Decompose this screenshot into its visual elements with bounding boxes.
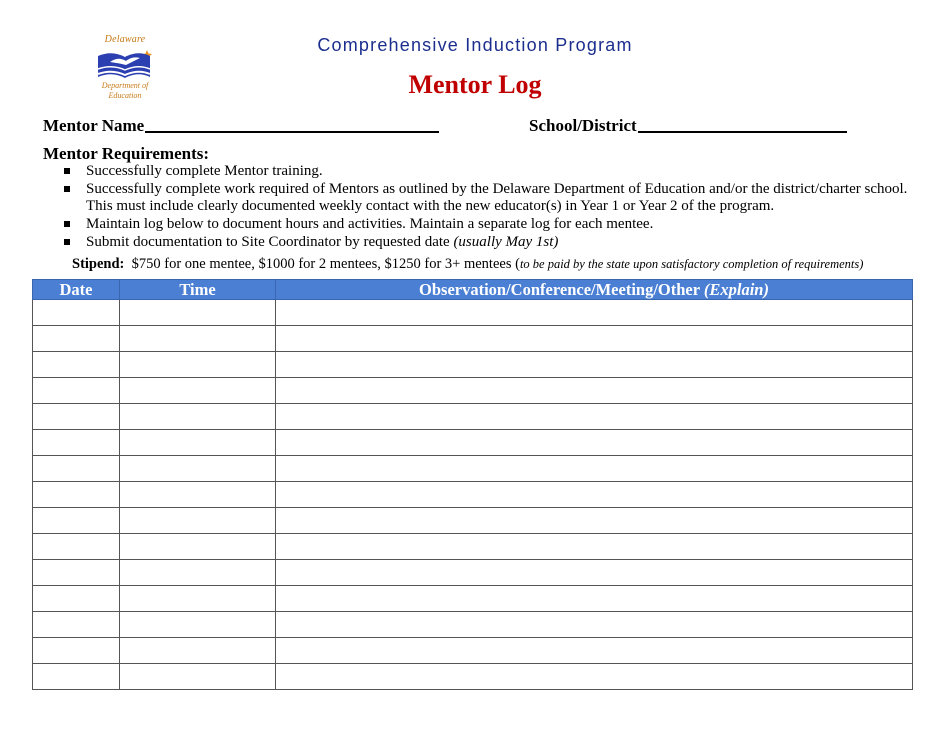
time-cell[interactable] <box>120 430 276 456</box>
date-cell[interactable] <box>33 560 120 586</box>
date-cell[interactable] <box>33 404 120 430</box>
date-cell[interactable] <box>33 456 120 482</box>
date-cell[interactable] <box>33 638 120 664</box>
observation-cell[interactable] <box>276 508 913 534</box>
date-cell[interactable] <box>33 300 120 326</box>
table-row <box>33 534 913 560</box>
date-cell[interactable] <box>33 482 120 508</box>
requirements-heading: Mentor Requirements: <box>43 144 210 163</box>
time-cell[interactable] <box>120 560 276 586</box>
column-header-date: Date <box>33 280 120 300</box>
school-district-blank[interactable] <box>638 114 847 133</box>
table-row <box>33 300 913 326</box>
observation-cell[interactable] <box>276 456 913 482</box>
stipend-note: to be paid by the state upon satisfactory completion of requirements) <box>519 257 864 271</box>
mentor-log-table <box>32 279 913 690</box>
list-item: Maintain log below to document hours and activities. Maintain a separate log for each mentee. <box>62 216 912 233</box>
time-cell[interactable] <box>120 352 276 378</box>
table-row <box>33 508 913 534</box>
log-table-body <box>33 300 913 690</box>
date-cell[interactable] <box>33 664 120 690</box>
logo-top-text: Delaware <box>104 34 146 45</box>
observation-cell[interactable] <box>276 326 913 352</box>
observation-cell[interactable] <box>276 352 913 378</box>
logo-bottom-text: Department of Education <box>101 81 149 100</box>
bullet-icon <box>64 168 70 174</box>
time-cell[interactable] <box>120 664 276 690</box>
table-row <box>33 456 913 482</box>
observation-cell[interactable] <box>276 664 913 690</box>
table-row <box>33 612 913 638</box>
time-cell[interactable] <box>120 378 276 404</box>
table-row <box>33 430 913 456</box>
time-cell[interactable] <box>120 300 276 326</box>
bullet-icon <box>64 221 70 227</box>
column-header-time: Time <box>120 280 276 300</box>
time-cell[interactable] <box>120 534 276 560</box>
table-header-row <box>33 280 913 300</box>
time-cell[interactable] <box>120 482 276 508</box>
table-row <box>33 664 913 690</box>
table-row <box>33 378 913 404</box>
table-row <box>33 352 913 378</box>
table-row <box>33 482 913 508</box>
list-item: Successfully complete Mentor training. <box>62 163 912 180</box>
school-district-label: School/District <box>529 116 637 135</box>
program-title: Comprehensive Induction Program <box>317 35 633 55</box>
column-header-observation: Observation/Conference/Meeting/Other (Explain) <box>276 280 913 300</box>
page-title: Mentor Log <box>408 70 542 99</box>
date-cell[interactable] <box>33 352 120 378</box>
date-cell[interactable] <box>33 430 120 456</box>
list-item: Successfully complete work required of Mentors as outlined by the Delaware Department of Education and/or the district/charter school. This must include clearly documented weekly contact with the new educator(s) in Year 1 or Year 2 of the program. <box>62 181 912 215</box>
time-cell[interactable] <box>120 404 276 430</box>
observation-cell[interactable] <box>276 430 913 456</box>
time-cell[interactable] <box>120 508 276 534</box>
mentor-name-field <box>43 112 439 136</box>
table-row <box>33 404 913 430</box>
stipend-label: Stipend: <box>72 256 125 272</box>
time-cell[interactable] <box>120 638 276 664</box>
date-cell[interactable] <box>33 378 120 404</box>
bullet-icon <box>64 239 70 245</box>
school-district-field <box>529 112 847 136</box>
date-cell[interactable] <box>33 612 120 638</box>
time-cell[interactable] <box>120 612 276 638</box>
observation-cell[interactable] <box>276 378 913 404</box>
table-row <box>33 586 913 612</box>
time-cell[interactable] <box>120 326 276 352</box>
bullet-icon <box>64 186 70 192</box>
time-cell[interactable] <box>120 586 276 612</box>
date-cell[interactable] <box>33 508 120 534</box>
mentor-name-label: Mentor Name <box>43 116 145 135</box>
observation-cell[interactable] <box>276 482 913 508</box>
mentor-name-blank[interactable] <box>145 114 439 133</box>
date-cell[interactable] <box>33 586 120 612</box>
list-item: Submit documentation to Site Coordinator by requested date (usually May 1st) <box>62 234 912 251</box>
requirements-list <box>62 163 912 252</box>
observation-cell[interactable] <box>276 404 913 430</box>
observation-cell[interactable] <box>276 534 913 560</box>
table-row <box>33 638 913 664</box>
time-cell[interactable] <box>120 456 276 482</box>
table-row <box>33 560 913 586</box>
observation-cell[interactable] <box>276 300 913 326</box>
observation-cell[interactable] <box>276 560 913 586</box>
date-cell[interactable] <box>33 534 120 560</box>
observation-cell[interactable] <box>276 586 913 612</box>
observation-cell[interactable] <box>276 612 913 638</box>
table-row <box>33 326 913 352</box>
stipend-text: $750 for one mentee, $1000 for 2 mentees, $1250 for 3+ mentees ( <box>131 256 520 272</box>
stipend-line <box>72 256 863 273</box>
date-cell[interactable] <box>33 326 120 352</box>
observation-cell[interactable] <box>276 638 913 664</box>
